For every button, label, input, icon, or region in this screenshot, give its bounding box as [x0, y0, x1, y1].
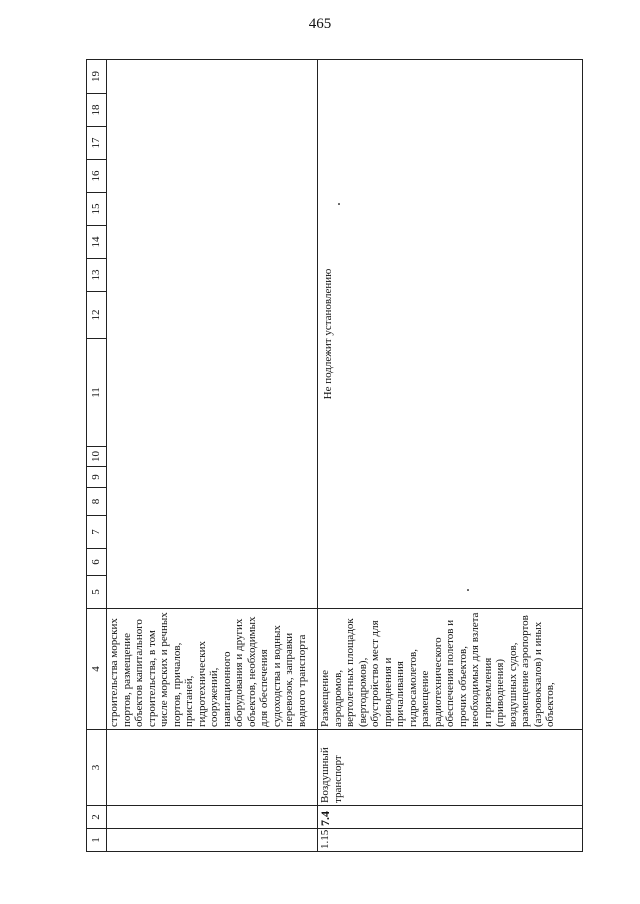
- row-use-description: Размещение аэродромов, вертолетных площадок (вертодромов), обустройство мест для приводнения и причаливания гидросамолетов, размещение радиотехнического обеспечения полетов и прочих объектов, необходимых для взлета и приземления (приводнения) воздушных судов, размещение аэропортов (аэровокзалов) и иных объектов,: [318, 609, 583, 730]
- row-code: [107, 806, 318, 829]
- row-use-name: [107, 730, 318, 806]
- header-col: 6: [87, 549, 107, 576]
- header-col: 17: [87, 127, 107, 160]
- page-number: 465: [308, 16, 332, 32]
- table-row: [318, 60, 583, 852]
- header-col: 15: [87, 193, 107, 226]
- row-code: 7.4: [318, 806, 583, 829]
- header-col: 9: [87, 467, 107, 488]
- row-empty-params: [107, 60, 318, 609]
- header-col: 13: [87, 259, 107, 292]
- header-col: 8: [87, 488, 107, 516]
- rotated-table-wrapper: [86, 60, 583, 852]
- scan-speck: [338, 203, 340, 205]
- scan-speck: [467, 589, 469, 591]
- table-row: [107, 60, 318, 852]
- row-number: 1.15: [318, 829, 583, 852]
- merged-note: Не подлежит установлению: [318, 60, 583, 609]
- header-col: 1: [87, 829, 107, 852]
- header-col: 12: [87, 292, 107, 339]
- row-use-name: Воздушный транспорт: [318, 730, 583, 806]
- header-col: 18: [87, 94, 107, 127]
- row-use-description: строительства морских портов, размещение объектов капитального строительства, в том числе морских и речных портов, причалов, пристаней, гидротехнических сооружений, навигационного оборудования и других объектов, необходимых для обеспечения судоходства и водных перевозок, заправки водного транспорта: [107, 609, 318, 730]
- header-col: 11: [87, 339, 107, 447]
- header-col: 3: [87, 730, 107, 806]
- header-col: 19: [87, 60, 107, 94]
- row-number: [107, 829, 318, 852]
- header-col: 14: [87, 226, 107, 259]
- header-col: 7: [87, 516, 107, 549]
- header-row: [87, 60, 107, 852]
- header-col: 2: [87, 806, 107, 829]
- header-col: 5: [87, 576, 107, 609]
- header-col: 4: [87, 609, 107, 730]
- regulations-table: [86, 59, 583, 852]
- header-col: 16: [87, 160, 107, 193]
- header-col: 10: [87, 447, 107, 467]
